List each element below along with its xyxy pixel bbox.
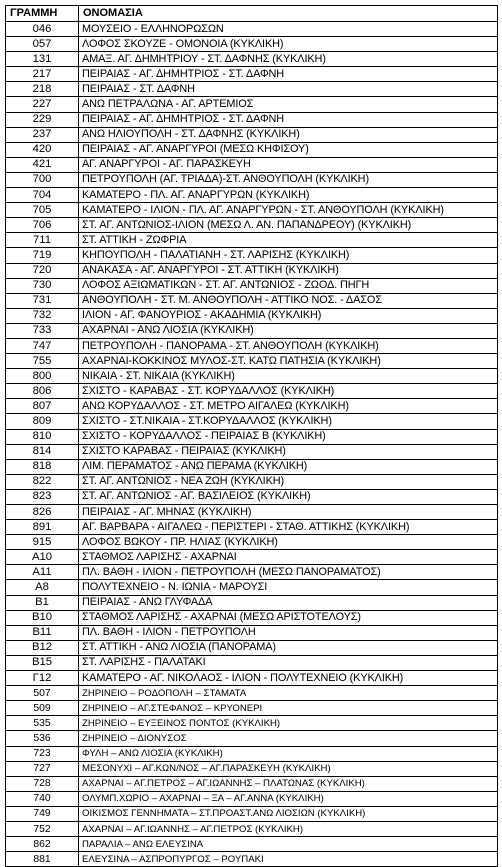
line-name: ΝΙΚΑΙΑ - ΣΤ. ΝΙΚΑΙΑ (ΚΥΚΛΙΚΗ) [79, 369, 498, 384]
table-row [6, 278, 498, 293]
line-code: Β15 [6, 655, 79, 670]
table-row [6, 837, 498, 852]
line-name: ΠΟΛΥΤΕΧΝΕΙΟ - Ν. ΙΩΝΙΑ - ΜΑΡΟΥΣΙ [79, 580, 498, 595]
line-code: 749 [6, 806, 79, 821]
table-row [6, 263, 498, 278]
line-name: ΠΕΙΡΑΙΑΣ - ΑΓ. ΜΗΝΑΣ (ΚΥΚΛΙΚΗ) [79, 505, 498, 520]
line-code: 806 [6, 384, 79, 399]
table-row [6, 746, 498, 761]
table-row [6, 444, 498, 459]
table-row [6, 127, 498, 142]
table-row [6, 157, 498, 172]
line-code: 727 [6, 761, 79, 776]
table-row [6, 97, 498, 112]
table-row [6, 580, 498, 595]
table-row [6, 172, 498, 187]
line-code: 755 [6, 354, 79, 369]
line-code: 747 [6, 338, 79, 353]
line-code: 700 [6, 172, 79, 187]
table-row [6, 655, 498, 670]
line-code: 706 [6, 218, 79, 233]
line-code: 057 [6, 37, 79, 52]
table-row [6, 369, 498, 384]
line-code: 536 [6, 731, 79, 746]
line-code: 823 [6, 489, 79, 504]
line-code: 822 [6, 474, 79, 489]
table-row [6, 414, 498, 429]
line-name: ΠΛ. ΒΑΘΗ - ΙΛΙΟΝ - ΠΕΤΡΟΥΠΟΛΗ (ΜΕΣΩ ΠΑΝΟΡΑΜΑΤΟΣ) [79, 565, 498, 580]
line-code: 915 [6, 535, 79, 550]
line-name: ΑΓ. ΒΑΡΒΑΡΑ - ΑΙΓΑΛΕΩ - ΠΕΡΙΣΤΕΡΙ - ΣΤΑΘ. ΑΤΤΙΚΗΣ (ΚΥΚΛΙΚΗ) [79, 520, 498, 535]
line-code: 814 [6, 444, 79, 459]
line-name: ΠΕΙΡΑΙΑΣ - ΣΤ. ΔΑΦΝΗ [79, 82, 498, 97]
line-name: ΑΜΑΞ. ΑΓ. ΔΗΜΗΤΡΙΟΥ - ΣΤ. ΔΑΦΝΗΣ (ΚΥΚΛΙΚΗ) [79, 52, 498, 67]
line-name: ΑΝΩ ΗΛΙΟΥΠΟΛΗ - ΣΤ. ΔΑΦΝΗΣ (ΚΥΚΛΙΚΗ) [79, 127, 498, 142]
line-name: ΣΤ. ΑΓ. ΑΝΤΩΝΙΟΣ-ΙΛΙΟΝ (ΜΕΣΩ Λ. ΑΝ. ΠΑΠΑΝΔΡΕΟΥ) (ΚΥΚΛΙΚΗ) [79, 218, 498, 233]
table-row [6, 535, 498, 550]
table-row [6, 52, 498, 67]
line-code: 826 [6, 505, 79, 520]
table-row [6, 686, 498, 701]
table-row [6, 761, 498, 776]
table-row [6, 37, 498, 52]
table-row [6, 323, 498, 338]
table-row [6, 625, 498, 640]
table-row [6, 474, 498, 489]
line-name: ΑΝΘΟΥΠΟΛΗ - ΣΤ. Μ. ΑΝΘΟΥΠΟΛΗ - ΑΤΤΙΚΟ ΝΟΣ. - ΔΑΣΟΣ [79, 293, 498, 308]
line-name: ΜΟΥΣΕΙΟ - ΕΛΛΗΝΟΡΩΣΩΝ [79, 22, 498, 37]
line-name: ΛΟΦΟΣ ΒΩΚΟΥ - ΠΡ. ΗΛΙΑΣ (ΚΥΚΛΙΚΗ) [79, 535, 498, 550]
line-code: 732 [6, 308, 79, 323]
table-row [6, 233, 498, 248]
table-row [6, 550, 498, 565]
line-name: ΚΑΜΑΤΕΡΟ - ΠΛ. ΑΓ. ΑΝΑΡΓΥΡΩΝ (ΚΥΚΛΙΚΗ) [79, 188, 498, 203]
header-line-code: ΓΡΑΜΜΗ [6, 6, 79, 22]
table-row [6, 293, 498, 308]
line-name: ΟΛΥΜΠ.ΧΩΡΙΟ – ΑΧΑΡΝΑΙ – ΞΑ – ΑΓ.ΑΝΝΑ (ΚΥΚΛΙΚΗ) [79, 791, 498, 806]
line-name: ΖΗΡΙΝΕΙΟ – ΔΙΟΝΥΣΟΣ [79, 731, 498, 746]
line-code: 733 [6, 323, 79, 338]
line-code: 862 [6, 837, 79, 852]
line-name: ΑΝΑΚΑΣΑ - ΑΓ. ΑΝΑΡΓΥΡΟΙ - ΣΤ. ΑΤΤΙΚΗ (ΚΥΚΛΙΚΗ) [79, 263, 498, 278]
table-row [6, 852, 498, 867]
table-header-row [6, 6, 498, 22]
line-code: Β11 [6, 625, 79, 640]
table-row [6, 142, 498, 157]
line-code: 719 [6, 248, 79, 263]
line-name: ΖΗΡΙΝΕΙΟ – ΑΓ.ΣΤΕΦΑΝΟΣ – ΚΡΥΟΝΕΡΙ [79, 701, 498, 716]
line-name: ΣΤΑΘΜΟΣ ΛΑΡΙΣΗΣ - ΑΧΑΡΝΑΙ (ΜΕΣΩ ΑΡΙΣΤΟΤΕΛΟΥΣ) [79, 610, 498, 625]
line-code: 752 [6, 821, 79, 836]
table-row [6, 188, 498, 203]
line-name: ΑΧΑΡΝΑΙ – ΑΓ.ΠΕΤΡΟΣ – ΑΓ.ΙΩΑΝΝΗΣ – ΠΛΑΤΩΝΑΣ (ΚΥΚΛΙΚΗ) [79, 776, 498, 791]
line-name: ΠΛ. ΒΑΘΗ - ΙΛΙΟΝ - ΠΕΤΡΟΥΠΟΛΗ [79, 625, 498, 640]
line-code: 891 [6, 520, 79, 535]
line-code: 218 [6, 82, 79, 97]
table-row [6, 459, 498, 474]
line-code: Β12 [6, 640, 79, 655]
line-code: Γ12 [6, 671, 79, 686]
line-code: 131 [6, 52, 79, 67]
table-row [6, 338, 498, 353]
line-name: ΙΛΙΟΝ - ΑΓ. ΦΑΝΟΥΡΙΟΣ - ΑΚΑΔΗΜΙΑ (ΚΥΚΛΙΚΗ) [79, 308, 498, 323]
line-name: ΦΥΛΗ – ΑΝΩ ΛΙΟΣΙΑ (ΚΥΚΛΙΚΗ) [79, 746, 498, 761]
table-row [6, 821, 498, 836]
line-code: 807 [6, 399, 79, 414]
table-row [6, 67, 498, 82]
line-code: 507 [6, 686, 79, 701]
table-row [6, 384, 498, 399]
table-row [6, 248, 498, 263]
table-row [6, 731, 498, 746]
line-code: 046 [6, 22, 79, 37]
line-name: ΠΕΤΡΟΥΠΟΛΗ (ΑΓ. ΤΡΙΑΔΑ)-ΣΤ. ΑΝΘΟΥΠΟΛΗ (ΚΥΚΛΙΚΗ) [79, 172, 498, 187]
table-body [6, 22, 498, 867]
line-name: ΠΕΙΡΑΙΑΣ - ΑΓ. ΔΗΜΗΤΡΙΟΣ - ΣΤ. ΔΑΦΝΗ [79, 112, 498, 127]
table-row [6, 218, 498, 233]
table-row [6, 429, 498, 444]
line-code: Β10 [6, 610, 79, 625]
line-code: 810 [6, 429, 79, 444]
line-name: ΠΑΡΑΛΙΑ – ΑΝΩ ΕΛΕΥΣΙΝΑ [79, 837, 498, 852]
table-row [6, 716, 498, 731]
table-row [6, 308, 498, 323]
line-name: ΣΧΙΣΤΟ - ΚΑΡΑΒΑΣ - ΣΤ. ΚΟΡΥΔΑΛΛΟΣ (ΚΥΚΛΙΚΗ) [79, 384, 498, 399]
line-code: 704 [6, 188, 79, 203]
line-name: ΚΗΠΟΥΠΟΛΗ - ΠΑΛΑΤΙΑΝΗ - ΣΤ. ΛΑΡΙΣΗΣ (ΚΥΚΛΙΚΗ) [79, 248, 498, 263]
line-code: 711 [6, 233, 79, 248]
line-name: ΠΕΙΡΑΙΑΣ - ΑΓ. ΑΝΑΡΓΥΡΟΙ (ΜΕΣΩ ΚΗΦΙΣΟΥ) [79, 142, 498, 157]
table-row [6, 806, 498, 821]
line-name: ΑΓ. ΑΝΑΡΓΥΡΟΙ - ΑΓ. ΠΑΡΑΣΚΕΥΗ [79, 157, 498, 172]
table-row [6, 640, 498, 655]
line-name: ΣΤΑΘΜΟΣ ΛΑΡΙΣΗΣ - ΑΧΑΡΝΑΙ [79, 550, 498, 565]
table-row [6, 489, 498, 504]
line-code: 800 [6, 369, 79, 384]
line-code: Α10 [6, 550, 79, 565]
line-name: ΣΧΙΣΤΟ ΚΑΡΑΒΑΣ - ΠΕΙΡΑΙΑΣ (ΚΥΚΛΙΚΗ) [79, 444, 498, 459]
line-name: ΠΕΤΡΟΥΠΟΛΗ - ΠΑΝΟΡΑΜΑ - ΣΤ. ΑΝΘΟΥΠΟΛΗ (ΚΥΚΛΙΚΗ) [79, 338, 498, 353]
line-code: 217 [6, 67, 79, 82]
table-row [6, 354, 498, 369]
line-code: 720 [6, 263, 79, 278]
line-code: 227 [6, 97, 79, 112]
line-code: 535 [6, 716, 79, 731]
line-code: 809 [6, 414, 79, 429]
table-row [6, 520, 498, 535]
line-code: 818 [6, 459, 79, 474]
table-row [6, 565, 498, 580]
line-name: ΜΕΣΟΝΥΧΙ – ΑΓ.ΚΩΝ/ΝΟΣ – ΑΓ.ΠΑΡΑΣΚΕΥΗ (ΚΥΚΛΙΚΗ) [79, 761, 498, 776]
line-name: ΑΧΑΡΝΑΙ - ΑΝΩ ΛΙΟΣΙΑ (ΚΥΚΛΙΚΗ) [79, 323, 498, 338]
table-row [6, 671, 498, 686]
line-name: ΠΕΙΡΑΙΑΣ - ΑΓ. ΔΗΜΗΤΡΙΟΣ - ΣΤ. ΔΑΦΝΗ [79, 67, 498, 82]
line-code: 731 [6, 293, 79, 308]
line-name: ΑΝΩ ΚΟΡΥΔΑΛΛΟΣ - ΣΤ. ΜΕΤΡΟ ΑΙΓΑΛΕΩ (ΚΥΚΛΙΚΗ) [79, 399, 498, 414]
line-code: 723 [6, 746, 79, 761]
line-code: 728 [6, 776, 79, 791]
line-code: Α8 [6, 580, 79, 595]
line-name: ΣΤ. ΑΤΤΙΚΗ - ΖΩΦΡΙΑ [79, 233, 498, 248]
line-code: 229 [6, 112, 79, 127]
line-code: 420 [6, 142, 79, 157]
bus-lines-table [5, 5, 498, 867]
line-name: ΑΝΩ ΠΕΤΡΑΛΩΝΑ - ΑΓ. ΑΡΤΕΜΙΟΣ [79, 97, 498, 112]
table-row [6, 595, 498, 610]
line-name: ΛΟΦΟΣ ΣΚΟΥΖΕ - ΟΜΟΝΟΙΑ (ΚΥΚΛΙΚΗ) [79, 37, 498, 52]
table-row [6, 776, 498, 791]
line-code: Α11 [6, 565, 79, 580]
line-code: 421 [6, 157, 79, 172]
line-code: 705 [6, 203, 79, 218]
table-row [6, 505, 498, 520]
line-name: ΠΕΙΡΑΙΑΣ - ΑΝΩ ΓΛΥΦΑΔΑ [79, 595, 498, 610]
table-row [6, 203, 498, 218]
line-name: ΚΑΜΑΤΕΡΟ - ΙΛΙΟΝ - ΠΛ. ΑΓ. ΑΝΑΡΓΥΡΩΝ - ΣΤ. ΑΝΘΟΥΠΟΛΗ (ΚΥΚΛΙΚΗ) [79, 203, 498, 218]
line-code: 740 [6, 791, 79, 806]
table-row [6, 610, 498, 625]
table-row [6, 112, 498, 127]
line-name: ΣΤ. ΑΤΤΙΚΗ - ΑΝΩ ΛΙΟΣΙΑ (ΠΑΝΟΡΑΜΑ) [79, 640, 498, 655]
table-row [6, 22, 498, 37]
line-name: ΖΗΡΙΝΕΙΟ – ΡΟΔΟΠΟΛΗ – ΣΤΑΜΑΤΑ [79, 686, 498, 701]
table-row [6, 399, 498, 414]
line-name: ΛΟΦΟΣ ΑΞΙΩΜΑΤΙΚΩΝ - ΣΤ. ΑΓ. ΑΝΤΩΝΙΟΣ - ΖΩΟΔ. ΠΗΓΗ [79, 278, 498, 293]
line-code: 730 [6, 278, 79, 293]
line-name: ΣΧΙΣΤΟ - ΚΟΡΥΔΑΛΛΟΣ - ΠΕΙΡΑΙΑΣ Β (ΚΥΚΛΙΚΗ) [79, 429, 498, 444]
line-name: ΖΗΡΙΝΕΙΟ – ΕΥΞΕΙΝΟΣ ΠΟΝΤΟΣ (ΚΥΚΛΙΚΗ) [79, 716, 498, 731]
line-name: ΟΙΚΙΣΜΟΣ ΓΕΝΝΗΜΑΤΑ – ΣΤ.ΠΡΟΑΣΤ.ΑΝΩ ΛΙΟΣΙΩΝ (ΚΥΚΛΙΚΗ) [79, 806, 498, 821]
line-code: Β1 [6, 595, 79, 610]
line-name: ΛΙΜ. ΠΕΡΑΜΑΤΟΣ - ΑΝΩ ΠΕΡΑΜΑ (ΚΥΚΛΙΚΗ) [79, 459, 498, 474]
table-row [6, 82, 498, 97]
line-name: ΣΧΙΣΤΟ - ΣΤ.ΝΙΚΑΙΑ - ΣΤ.ΚΟΡΥΔΑΛΛΟΣ (ΚΥΚΛΙΚΗ) [79, 414, 498, 429]
bus-lines-sheet [5, 5, 497, 867]
line-name: ΣΤ. ΑΓ. ΑΝΤΩΝΙΟΣ - ΝΕΑ ΖΩΗ (ΚΥΚΛΙΚΗ) [79, 474, 498, 489]
line-name: ΑΧΑΡΝΑΙ-ΚΟΚΚΙΝΟΣ ΜΥΛΟΣ-ΣΤ. ΚΑΤΩ ΠΑΤΗΣΙΑ (ΚΥΚΛΙΚΗ) [79, 354, 498, 369]
line-code: 237 [6, 127, 79, 142]
line-code: 509 [6, 701, 79, 716]
line-code: 881 [6, 852, 79, 867]
table-row [6, 701, 498, 716]
line-name: ΕΛΕΥΣΙΝΑ – ΑΣΠΡΟΠΥΡΓΟΣ – ΡΟΥΠΑΚΙ [79, 852, 498, 867]
line-name: ΚΑΜΑΤΕΡΟ - ΑΓ. ΝΙΚΟΛΑΟΣ - ΙΛΙΟΝ - ΠΟΛΥΤΕΧΝΕΙΟ (ΚΥΚΛΙΚΗ) [79, 671, 498, 686]
header-line-name: ΟΝΟΜΑΣΙΑ [79, 6, 498, 22]
table-row [6, 791, 498, 806]
line-name: ΣΤ. ΛΑΡΙΣΗΣ - ΠΑΛΑΤΑΚΙ [79, 655, 498, 670]
line-name: ΣΤ. ΑΓ. ΑΝΤΩΝΙΟΣ - ΑΓ. ΒΑΣΙΛΕΙΟΣ (ΚΥΚΛΙΚΗ) [79, 489, 498, 504]
line-name: ΑΧΑΡΝΑΙ – ΑΓ.ΙΩΑΝΝΗΣ – ΑΓ.ΠΕΤΡΟΣ (ΚΥΚΛΙΚΗ) [79, 821, 498, 836]
